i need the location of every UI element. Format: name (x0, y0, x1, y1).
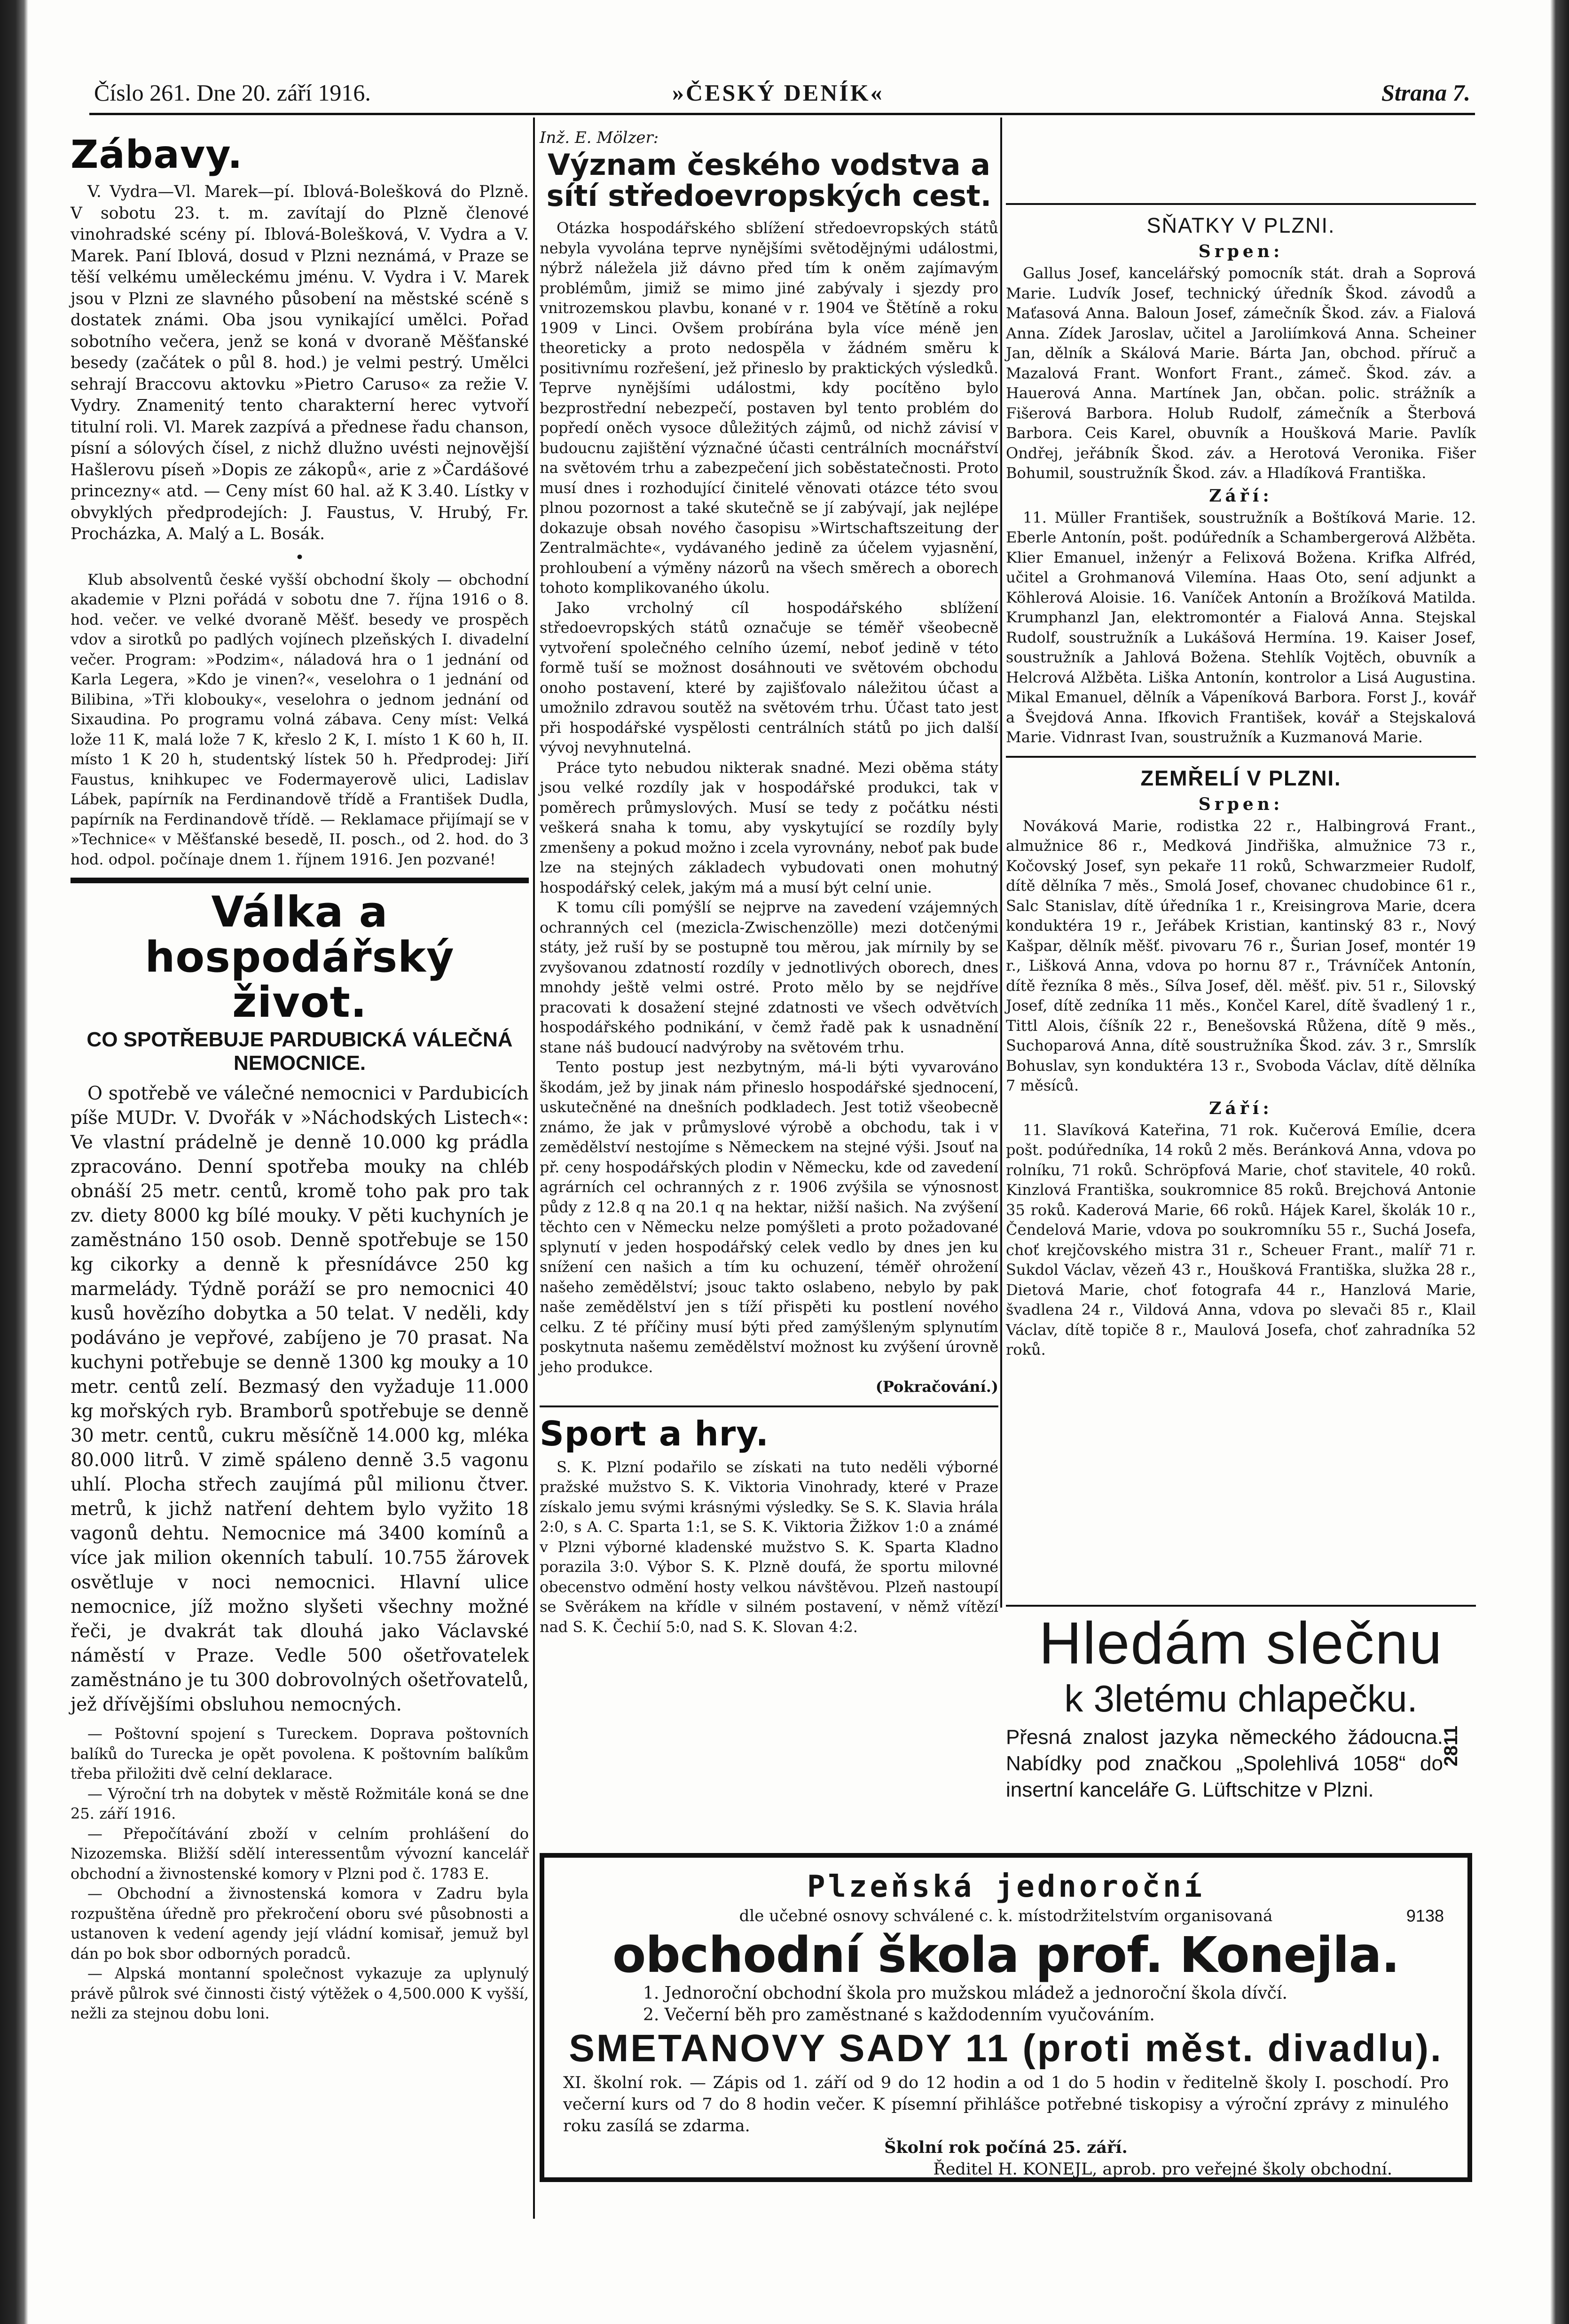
page-number: Strana 7. (1381, 79, 1470, 106)
sport-p1: S. K. Plzní podařilo se získati na tuto neděli výborné pražské mužstvo S. K. Viktoria Vinohrady, které v Praze získalo jemu svými krásnými výsledky. Se S. K. Slavia hrála 2:0, s A. C. Sparta 1:1, se S. K. Viktoria Žižkov 1:0 a známé v Plzni výborné kladenské mužstvo S. K. Sparta Kladno porazila 3:0. Výbor S. K. Plzně doufá, že sportu milovné obecenstvo odmění hosty velkou návštěvou. Plzeň nastoupí se Svěrákem na křídle v silném postavení, v němž vítězí nad S. K. Čechií 5:0, nad S. K. Slovan 4:2. (540, 1458, 998, 1636)
school-ad (540, 1853, 1472, 2182)
valka-note-4: — Obchodní a živnostenská komora v Zadru byla rozpuštěna úředně pro překročení oboru své působnosti a ustanoven k vedení agendy její vládní komisař, jemuž byl dán po bok sbor odborných poradců. (71, 1884, 529, 1963)
zemreli-month-1: Srpen: (1198, 794, 1284, 814)
issue-date: Číslo 261. Dne 20. září 1916. (94, 79, 371, 106)
snatky-month-1: Srpen: (1198, 242, 1284, 261)
zabavy-title: Zábavy. (71, 133, 243, 177)
snatky-text-1: Gallus Josef, kancelářský pomocník stát. drah a Soprová Marie. Ludvík Josef, technický úředník Škod. závodů a Maťasová Anna. Baloun Josef, zámečník Škod. záv. a Fialová Anna. Zídek Jaroslav, učitel a Jaroliímková Anna. Scheiner Jan, dělník a Skálová Marie. Bárta Jan, obchod. příruč a Mazalová Frant. Wonfort Frant., zámeč. Škod. záv. a Hauerová Anna. Martínek Jan, občan. polic. strážník a Fišerová Barbora. Holub Rudolf, zámečník a Šterbová Barbora. Ceis Karel, obuvník a Houšková Marie. Pavlík Ondřej, jeřábník Škod. záv. a Herotová Veronika. Fišer Bohumil, soustružník Škod. záv. a Hladíková Františka. (1006, 264, 1476, 482)
ad-title: Hledám slečnu (1039, 1610, 1443, 1676)
valka-p1: O spotřebě ve válečné nemocnici v Pardubicích píše MUDr. V. Dvořák v »Náchodských Listech«: Ve vlastní prádelně je denně 10.000 kg prádla zpracováno. Denní spotřeba mouky na chléb obnáší 25 metr. centů, kromě toho pak pro tak zv. diety 8000 kg bílé mouky. V pěti kuchyních je zaměstnáno 150 osob. Denně spotřebuje se 150 kg cikorky a denně k přesnídávce 250 kg marmelády. Týdně poráží se pro nemocnici 40 kusů hovězího dobytka a 50 telat. V neděli, kdy podáváno je vepřové, zabíjeno je 70 prasat. Na kuchyni potřebuje se denně 1300 kg mouky a 10 metr. centů zelí. Bezmasý den vyžaduje 11.000 kg mořských ryb. Bramborů spotřebuje se denně 30 metr. centů, cukru měsíčně 14.000 kg, mléka 80.000 litrů. V zimě spáleno denně 3.5 vagonu uhlí. Plocha střech zaujímá půl milionu čtver. metrů, k jichž natření dehtem bylo vyžito 18 vagonů dehtu. Nemocnice má 3400 komínů a více jak milion okenních tabulí. 10.755 žárovek osvětluje v noci nemocnici. Hlavní ulice nemocnice, jíž možno slyšeti všechny možné řeči, je dvakrát tak dlouhá jako Václavské náměstí v Praze. Vedle 500 ošetřovatelek zaměstnáno je tu 300 dobrovolných ošetřovatelů, jež dřívějšími obsluhou nemocných. (71, 1083, 529, 1715)
zabavy-p1: V. Vydra—Vl. Marek—pí. Iblová-Bolešková do Plzně. V sobotu 23. t. m. zavítají do Plzně členové vinohradské scény pí. Iblová-Bolešková, V. Vydra a V. Marek. Paní Iblová, dosud v Plzni neznámá, v Praze se těší velkému uměleckému jménu. V. Vydra i V. Marek jsou v Plzni ze slavného působení na městské scéně s dostatek známi. Oba jsou vynikající umělci. Pořad sobotního večera, jenž se koná v dvoraně Měšťanské besedy (začátek o půl 8. hod.) je velmi pestrý. Umělci sehrají Braccovu aktovku »Pietro Caruso« za režie V. Vydry. Znamenitý tento charakterní herec vytvoří titulní roli. Vl. Marek zazpívá a přednese řadu chanson, písní a sólových čísel, z nichž dlužno uvésti nejnovější Hašlerovu píseň »Dopis ze zákopů«, arie z »Čardášové princezny« atd. — Ceny míst 60 hal. až K 3.40. Lístky v obvyklých předprodejích: J. Faustus, V. Hrubý, Fr. Procházka, A. Malý a L. Bosák. (71, 182, 529, 543)
valka-subtitle: CO SPOTŘEBUJE PARDUBICKÁ VÁLEČNÁ NEMOCNICE. (86, 1028, 513, 1075)
school-approval (563, 1905, 1449, 1927)
sport-title: Sport a hry. (540, 1413, 769, 1453)
zemreli-title: ZEMŘELÍ V PLZNI. (1140, 766, 1341, 790)
column-1 (71, 128, 529, 2210)
ad-text: Přesná znalost jazyka německého žádoucna. Nabídky pod značkou „Spolehlivá 1058“ do insertní kanceláře G. Lüftschitze v Plzni. (1006, 1726, 1443, 1801)
valka-note-2: — Výroční trh na dobytek v městě Rožmitále koná se dne 25. září 1916. (71, 1784, 529, 1822)
school-name: Plzeňská jednoroční (807, 1869, 1205, 1904)
continued-note: (Pokračování.) (875, 1378, 998, 1396)
snatky-month-2: Září: (1209, 486, 1273, 506)
column-rule-1 (533, 118, 535, 2219)
snatky-title: SŇATKY V PLZNI. (1146, 213, 1335, 237)
zemreli-text-1: Nováková Marie, rodistka 22 r., Halbingrová Frant., almužnice 86 r., Medková Jindřiška, almužnice 73 r., Kočovský Josef, syn pekaře 11 roků, Schwarzmeier Rudolf, dítě dělníka 7 měs., Smolá Josef, chovanec chudobince 61 r., Salc Stanislav, dítě úředníka 1 r., Kreisingrova Marie, dcera konduktéra 19 r., Jeřábek Kristian, kantinský 83 r., Nový Kašpar, dělník měšť. pivovaru 76 r., Šurian Josef, montér 19 r., Lišková Anna, vdova po hornu 87 r., Trávníček Antonín, dítě řezníka 8 měs., Sílva Josef, děl. měšť. piv. 51 r., Silovský Josef, dítě zedníka 11 měs., Končel Karel, dítě švadlený 1 r., Tittl Alois, číšník 22 r., Benešovská Růžena, dítě 9 měs., Suchoparová Anna, dítě soustružníka Škod. záv. 3 r., Smrslík Bohuslav, syn konduktéra 13 r., Svoboda Václav, dítě dělníka 7 měsíců. (1006, 817, 1476, 1094)
section-rule (71, 878, 529, 883)
valka-title: Válka a hospodářský život. (145, 887, 455, 1027)
vodstvo-p3: Práce tyto nebudou nikterak snadné. Mezi oběma státy jsou velké rozdíly jak v hospodářské produkci, tak v poměrech průmyslových. Musí se tedy z počátku nésti veškerá snaha k tomu, aby vyskytující se rozdíly byly zmenšeny a pokud možno i zcela vyrovnány, neboť pak bude lze na stejných základech vybudovati onen mohutný hospodářský celek, jakým má a musí být celní unie. (540, 758, 998, 896)
column-2 (540, 128, 998, 1636)
ad-top-rule (1006, 1605, 1476, 1607)
column-rule-2 (1000, 118, 1002, 1608)
running-head (94, 79, 1470, 109)
school-item-2: 2. Večerní běh pro zaměstnané s každodenním vyučováním. (643, 2005, 1155, 2025)
school-ad-number: 9138 (1406, 1906, 1444, 1925)
school-approval-text: dle učebné osnovy schválené c. k. místodržitelstvím organisovaná (739, 1907, 1273, 1925)
paper-title: »ČESKÝ DENÍK« (672, 79, 884, 106)
vodstvo-p2: Jako vrcholný cíl hospodářského sblížení středoevropských států označuje se téměř všeobecně vytvoření společného celního území, neboť jedině v této formě tuší se možnost dosáhnouti ve světovém obchodu onoho postavení, které by zajišťovalo náležitou účast a umožnilo zdravou soutěž na světovém trhu. Účast tato jest při hospodářské vyspělosti centrálních států po jich další vývoj nevyhnutelná. (540, 598, 998, 756)
vodstvo-p1: Otázka hospodářského sblížení středoevropských států nebyla vyvolána teprve nynějšími světodějnými událostmi, nýbrž náležela již dávno před tím k oněm zajímavým problémům, jimiž se mimo jiné zabývaly i sjezdy pro vnitrozemskou plavbu, konané v r. 1904 ve Štětíně a roku 1909 v Linci. Ovšem probírána byla více méně jen theoreticky a proto nedospěla v žádném směru k positivnímu rozřešení, jež přineslo by praktických výsledků. Teprve nynějšími událostmi, kdy pocítěno bylo bezprostřední nebezpečí, postaven byl tento problém do popředí oněch vysoce důležitých zájmů, od nichž závisí v budoucnu zajištění význačné účasti centrálních mocnářství na světovém trhu a zabezpečení jich soběstatečnosti. Proto musí dnes i rozhodující činitelé věnovati otázce této svou plnou pozornost a také skutečně se jí zabývají, jak nejlépe dokazuje obsah nového časopisu »Wirtschaftszeitung der Zentralmächte«, vydávaného jedině za účelem vyjasnění, prohloubení a výměny názorů na všech směrech a oborech tohoto komplikovaného úkolu. (540, 219, 998, 597)
section-rule (1006, 756, 1476, 758)
vodstvo-author: Inž. E. Mölzer: (540, 128, 659, 147)
snatky-text-2: 11. Müller František, soustružník a Boštíková Marie. 12. Eberle Antonín, pošt. podúředník a Schambergerová Alžběta. Klier Emanuel, inženýr a Felixová Božena. Krifka Alfréd, učitel a Grohmanová Vilemína. Haas Oto, sení adjunkt a Köhlerová Aloisie. 16. Vaníček Antonín a Brožíková Matilda. Krumphanzl Jan, elektromontér a Fialová Anna. Stejskal Rudolf, soustružník a Lukášová Hermína. 19. Kaiser Josef, soustružník a Jahlová Božena. Stehlík Vojtěch, obuvník a Helcrová Alžběta. Liška Antonín, kontrolor a Lisá Augustina. Mikal Emanuel, dělník a Vápeníková Barbora. Forst J., kovář a Švejdová Anna. Ifkovich František, kovář a Stejskalová Marie. Vidnrast Ivan, soustružník a Kuzmanová Marie. (1006, 508, 1476, 746)
column-3 (1006, 128, 1476, 1609)
zemreli-month-2: Září: (1209, 1098, 1273, 1118)
school-item-1: 1. Jednoroční obchodní škola pro mužskou mládež a jednoroční škola dívčí. (643, 1984, 1287, 2003)
scan-edge-left (0, 0, 28, 2324)
school-signature: Ředitel H. KONEJL, aprob. pro veřejné školy obchodní. (933, 2160, 1392, 2179)
school-big-title: obchodní škola prof. Konejla. (612, 1926, 1400, 1984)
valka-note-1: — Poštovní spojení s Tureckem. Doprava poštovních balíků do Turecka je opět povolena. K poštovním balíkům třeba přiložiti dvě celní deklarace. (71, 1725, 529, 1782)
section-rule (1006, 203, 1476, 205)
zemreli-text-2: 11. Slavíková Kateřina, 71 rok. Kučerová Emílie, dcera pošt. podúředníka, 14 roků 2 měs. Beránková Anna, vdova po rolníku, 71 roků. Schröpfová Marie, choť stavitele, 40 roků. Kinzlová Františka, soukromnice 85 roků. Brejchová Antonie 35 roků. Kaderová Marie, 66 roků. Hájek Karel, školák 10 r., Čendelová Marie, vdova po soukromníku 55 r., Suchá Josefa, choť krejčovského mistra 31 r., Scheuer Frant., malíř 71 r. Sukdol Václav, vězeň 43 r., Houšková Františka, služka 28 r., Dietová Marie, choť fotografa 44 r., Hanzlová Marie, švadlena 24 r., Vildová Anna, vdova po slevači 85 r., Klail Václav, dítě topiče 8 r., Maulová Josefa, choť zahradníka 52 roků. (1006, 1121, 1476, 1358)
vodstvo-p5: Tento postup jest nezbytným, má-li býti vyvarováno škodám, jež by jinak nám přineslo hospodářské sjednocení, uskutečněné na dnešních podkladech. Jest totiž všeobecně známo, že jak v průmyslové výrobě a obchodu, tak i v zemědělství nestojíme s Německem na stejné výši. Jsouť na př. ceny hospodářských plodin v Německu, kde od zavedení agrárních cel ochranných z r. 1906 zvýšila se výnosnost půdy z 12.8 q na 20.1 q na hektar, nižší našich. Na zvýšení těchto cen v Německu nelze pomýšleti a proto požadované splynutí v jeden hospodářský celek vedlo by dnes jen ku snížení cen našich a tím ku ochuzení, téměř ohrožení našeho zemědělství; jsouc takto oslabeno, nebylo by pak naše zemědělství jen s tíží přispěti ku postlení nového celku. Z té příčiny musí býti před zamýšleným splynutím poskytnuta našemu zemědělství možnost ku zvýšení úrovně jeho produkce. (540, 1058, 998, 1376)
classified-ad (1006, 1610, 1476, 1855)
valka-note-5: — Alpská montanní společnost vykazuje za uplynulý právě půlrok své činnosti čistý výtěžek o 4,500.000 K vyšší, nežli za stejnou dobu loni. (71, 1964, 529, 2022)
ad-number: 2811 (1441, 1726, 1461, 1767)
separator-dot: • (295, 548, 305, 567)
zabavy-p2: Klub absolventů české vyšší obchodní školy — obchodní akademie v Plzni pořádá v sobotu dne 7. října 1916 o 8. hod. večer. ve velké dvoraně Měšť. besedy ve prospěch vdov a sirotků po padlých vojínech plzeňských I. divadelní večer. Program: »Podzim«, náladová hra o 1 jednání od Karla Legera, »Kdo je vinen?«, veselohra o 1 jednání od Bilibina, »Tři klobouky«, veselohra o jednom jednání od Sixaudina. Po programu volná zábava. Ceny míst: Velká lože 11 K, malá lože 7 K, křeslo 2 K, I. místo 1 K 60 h, II. místo 1 K 20 h, studentský lístek 50 h. Předprodej: Jiří Faustus, knihkupec ve Fodermayerově ulici, Ladislav Lábek, papírník na Ferdinandově třídě a František Dudla, papírník na Ferdinandově třídě. — Reklamace přijímají se v »Technice« v Měšťanské besedě, II. posch., od 2. hod. do 3 hod. odpol. počínaje dnem 1. říjnem 1916. Jen pozvané! (71, 570, 529, 868)
scan-edge-right (1550, 0, 1569, 2324)
school-text: XI. školní rok. — Zápis od 1. září od 9 do 12 hodin a od 1 do 5 hodin v ředitelně školy I. poschodí. Pro večerní kurs od 7 do 8 hodin večer. K písemní přihlášce potřebné tiskopisy a výroční zprávy z minulého roku zasílá se zdarma. (563, 2073, 1449, 2136)
school-start: Školní rok počíná 25. září. (884, 2138, 1128, 2157)
section-rule (540, 1405, 998, 1407)
vodstvo-title: Význam českého vodstva a sítí středoevropských cest. (546, 148, 992, 213)
valka-note-3: — Přepočítávání zboží v celním prohlášení do Nizozemska. Bližší sdělí interessentům vývozní kancelář obchodní a živnostenské komory v Plzni pod č. 1783 E. (71, 1824, 529, 1883)
header-rule (89, 113, 1475, 115)
ad-subtitle: k 3letému chlapečku. (1064, 1678, 1418, 1719)
vodstvo-p4: K tomu cíli pomýšlí se nejprve na zavedení vzájemných ochranných cel (mezicla-Zwischenzölle) mezi dotčenými státy, jež ruší by se postupně tou měrou, jak mírnily by se zvyšovanou zdatností rozdíly v jednotlivých oborech, dnes mnohdy ještě velmi ostré. Proto mělo by se nejdříve pracovati k dosažení stejné zdatnosti ve všech odvětvích hospodářského podnikání, v čemž řadě pak k usnadnění stane náš budoucí nadvýroby na světovém trhu. (540, 898, 998, 1056)
school-address: SMETANOVY SADY 11 (proti měst. divadlu). (569, 2027, 1443, 2070)
